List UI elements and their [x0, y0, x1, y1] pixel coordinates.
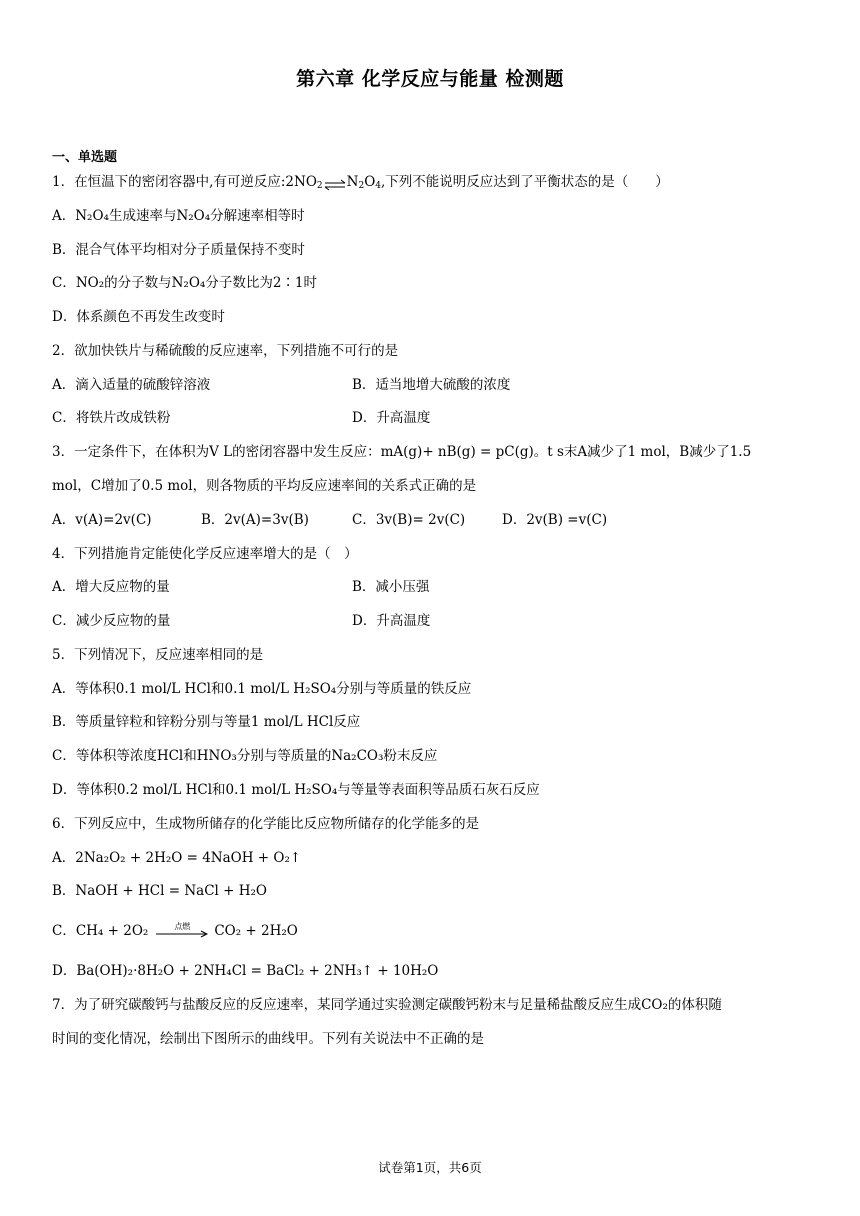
q2-option-d: D．升高温度 — [352, 410, 431, 426]
q5-option-d: D．等体积0.2 mol/L HCl和0.1 mol/L H₂SO₄与等量等表面积等品质石灰石反应 — [52, 782, 540, 798]
q1-option-d: D．体系颜色不再发生改变时 — [52, 309, 225, 325]
q2-stem: 2．欲加快铁片与稀硫酸的反应速率，下列措施不可行的是 — [52, 343, 399, 359]
q3-option-d: D．2v(B) =v(C) — [502, 512, 608, 528]
q5-option-a: A．等体积0.1 mol/L HCl和0.1 mol/L H₂SO₄分别与等质量的铁反应 — [52, 681, 472, 697]
q3-stem-line1: 3．一定条件下，在体积为V L的密闭容器中发生反应：mA(g)+ nB(g) = pC(g)。t s末A减少了1 mol，B减少了1.5 — [52, 444, 752, 460]
q5-stem: 5．下列情况下，反应速率相同的是 — [52, 647, 264, 663]
q4-option-d: D．升高温度 — [352, 613, 431, 629]
q3-option-c: C．3v(B)= 2v(C) — [352, 512, 466, 528]
q6-option-a: A．2Na₂O₂ + 2H₂O = 4NaOH + O₂↑ — [52, 850, 302, 866]
q1-stem-part4: ,下列不能说明反应达到了平衡状态的是（ ） — [381, 174, 669, 190]
q4-stem: 4．下列措施肯定能使化学反应速率增大的是（ ） — [52, 546, 358, 562]
q6-option-c-reactants: C．CH₄ + 2O₂ — [52, 923, 149, 939]
q1-option-a: A．N₂O₄生成速率与N₂O₄分解速率相等时 — [52, 208, 305, 224]
q6-option-c — [52, 921, 298, 941]
q1-stem-part1: 1．在恒温下的密闭容器中,有可逆反应:2NO — [52, 174, 317, 190]
page-title: 第六章 化学反应与能量 检测题 — [296, 68, 564, 90]
q6-stem: 6．下列反应中，生成物所储存的化学能比反应物所储存的化学能多的是 — [52, 816, 480, 832]
q6-option-b: B．NaOH + HCl = NaCl + H₂O — [52, 883, 267, 899]
q3-option-a: A．v(A)=2v(C) — [52, 512, 152, 528]
equilibrium-arrow-icon — [324, 177, 346, 189]
q5-option-b: B．等质量锌粒和锌粉分别与等量1 mol/L HCl反应 — [52, 714, 361, 730]
reaction-arrow-icon — [156, 921, 208, 940]
q5-option-c: C．等体积等浓度HCl和HNO₃分别与等质量的Na₂CO₃粉末反应 — [52, 748, 438, 764]
q2-option-a: A．滴入适量的硫酸锌溶液 — [52, 377, 211, 393]
q1-option-b: B．混合气体平均相对分子质量保持不变时 — [52, 242, 305, 258]
q4-option-a: A．增大反应物的量 — [52, 579, 170, 595]
q1-stem-part3: O — [364, 174, 376, 190]
q1-option-c: C．NO₂的分子数与N₂O₄分子数比为2∶1时 — [52, 275, 318, 291]
section-heading: 一、单选题 — [52, 150, 118, 165]
q2-option-c: C．将铁片改成铁粉 — [52, 410, 171, 426]
page-footer: 试卷第1页，共6页 — [378, 1160, 482, 1175]
q6-option-c-products: CO₂ + 2H₂O — [214, 923, 298, 939]
q7-stem-line2: 时间的变化情况，绘制出下图所示的曲线甲。下列有关说法中不正确的是 — [52, 1031, 484, 1047]
q7-stem-line1: 7．为了研究碳酸钙与盐酸反应的反应速率，某同学通过实验测定碳酸钙粉末与足量稀盐酸反应生成CO₂的体积随 — [52, 997, 722, 1013]
reaction-condition: 点燃 — [174, 921, 191, 931]
q3-stem-line2: mol，C增加了0.5 mol，则各物质的平均反应速率间的关系式正确的是 — [52, 478, 477, 494]
q1-stem-part2: N — [346, 174, 359, 190]
q3-option-b: B．2v(A)=3v(B) — [201, 512, 309, 528]
q1-stem: 1．在恒温下的密闭容器中,有可逆反应$:2NO_2$ $N_2O_4$,下列不能说明反应达到了平衡状态的是（ ） — [52, 174, 669, 191]
q6-option-d: D．Ba(OH)₂·8H₂O + 2NH₄Cl = BaCl₂ + 2NH₃↑ + 10H₂O — [52, 963, 439, 979]
q2-option-b: B．适当地增大硫酸的浓度 — [352, 377, 511, 393]
q4-option-c: C．减少反应物的量 — [52, 613, 171, 629]
q4-option-b: B．减小压强 — [352, 579, 430, 595]
